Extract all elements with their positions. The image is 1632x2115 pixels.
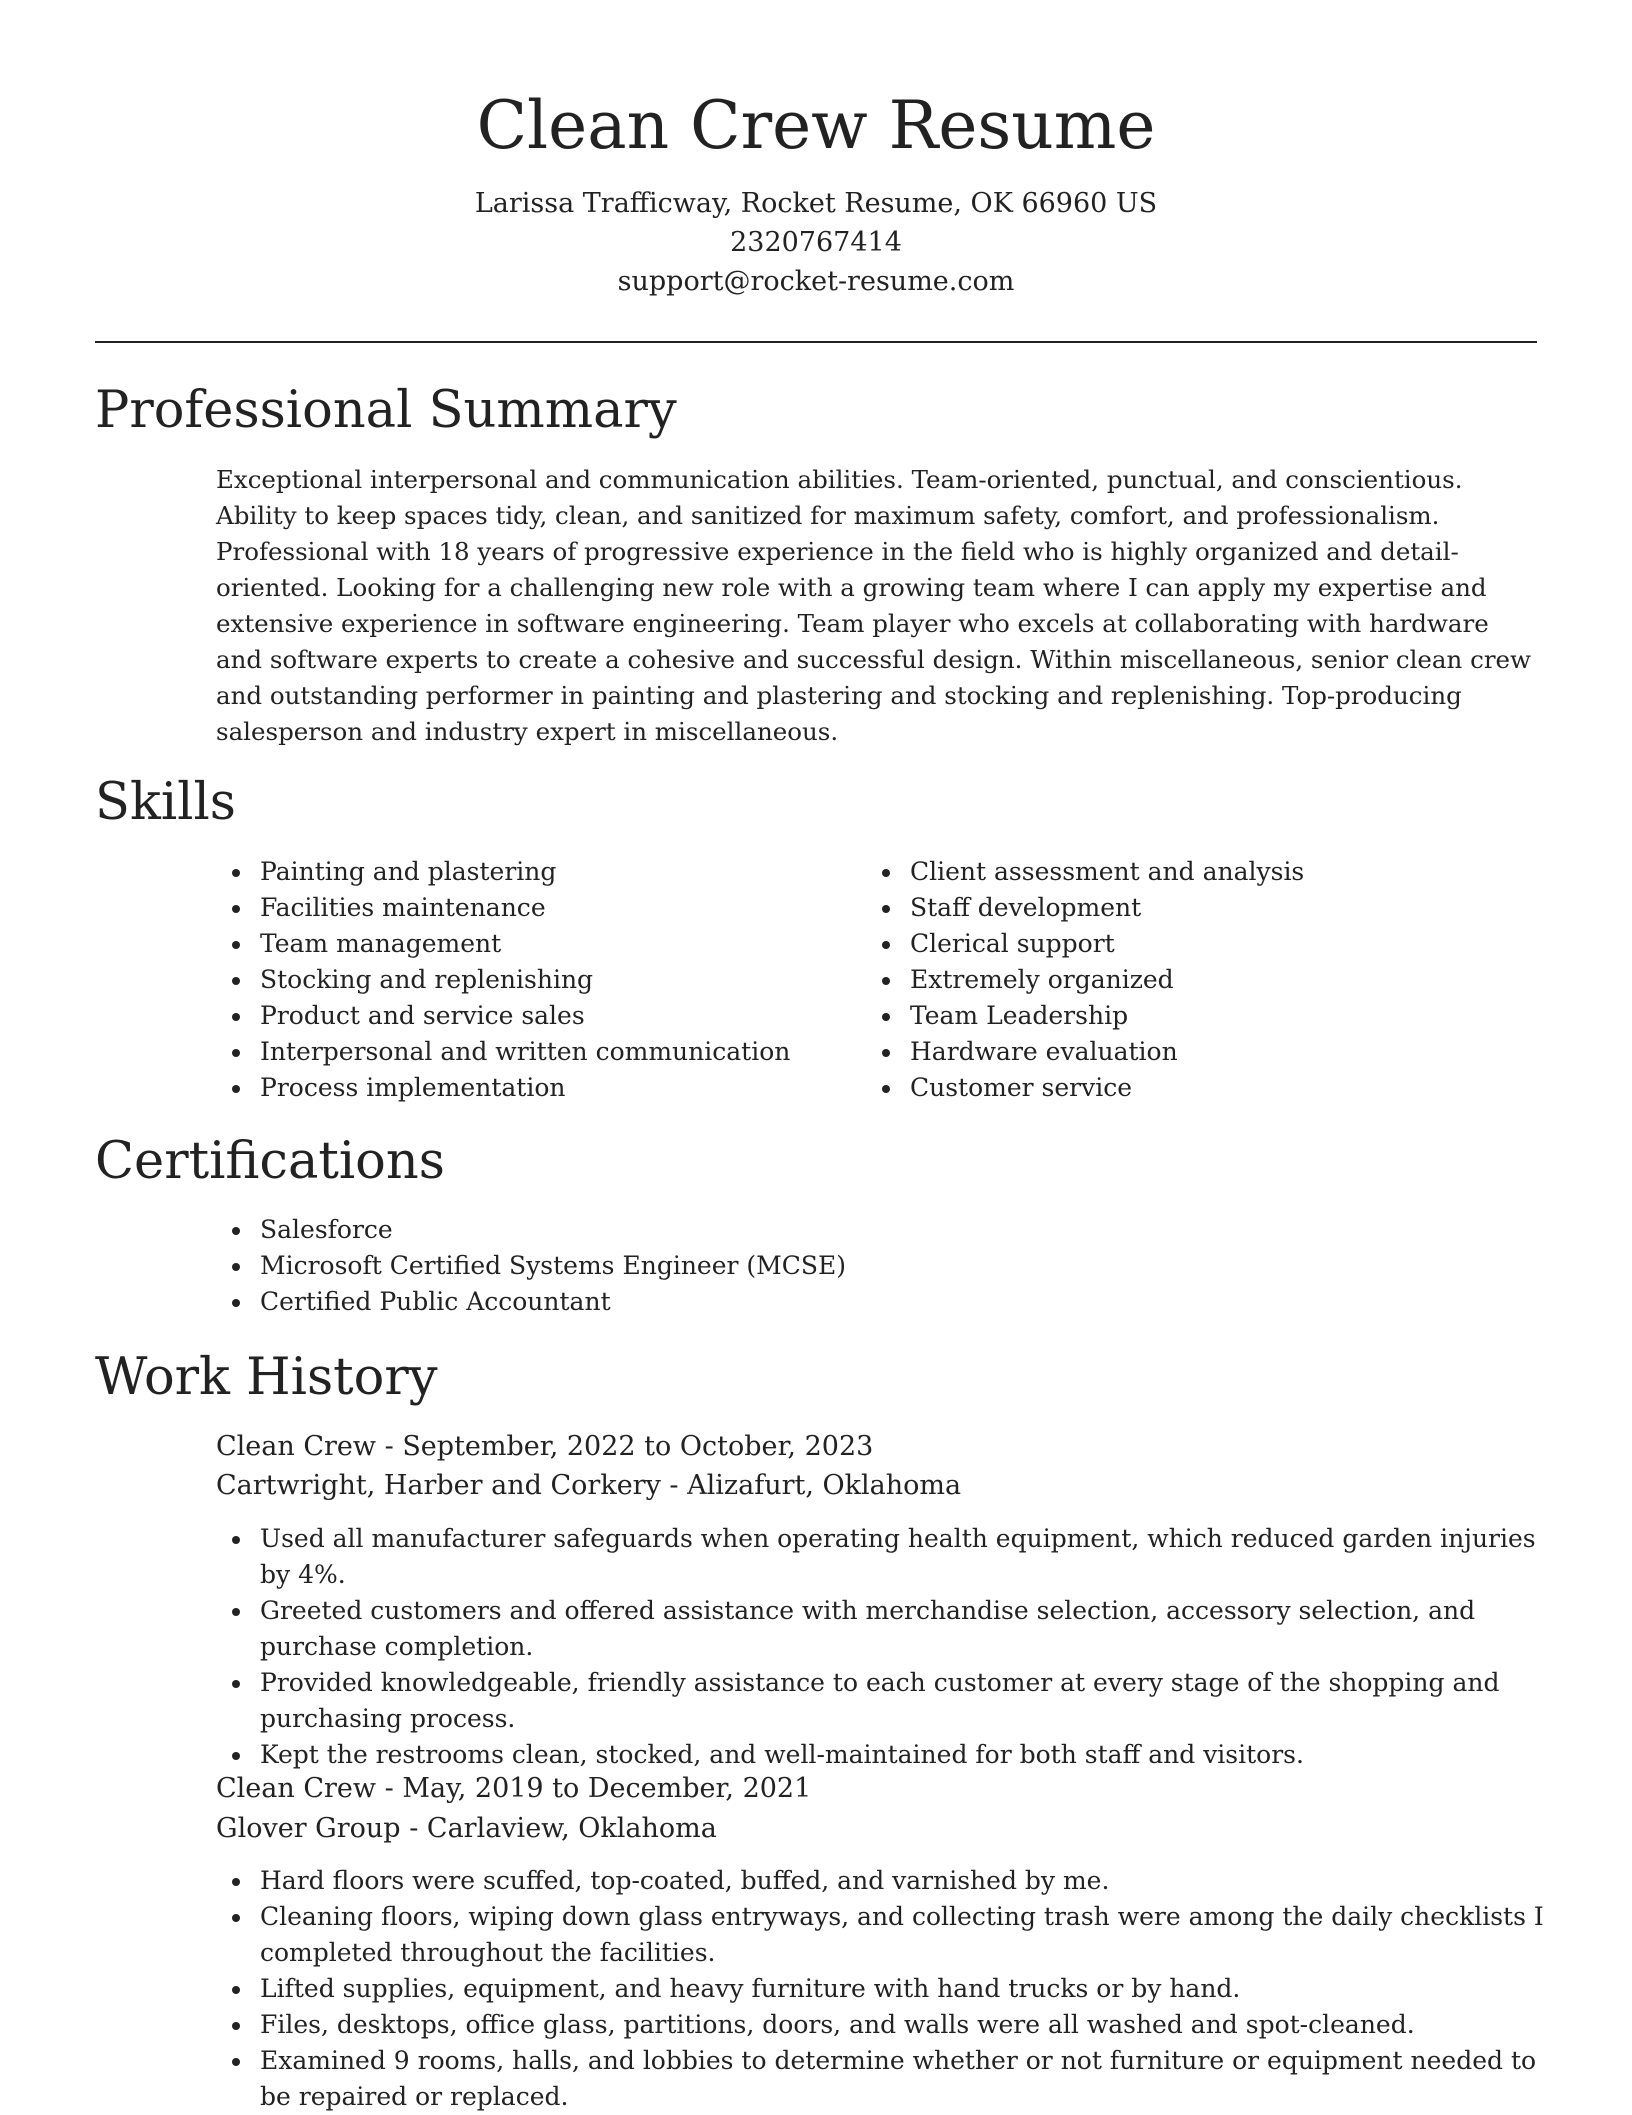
contact-info [0, 184, 1632, 301]
skill-item: Process implementation [216, 1070, 836, 1106]
skill-item: Extremely organized [866, 962, 1526, 998]
job-duty: Provided knowledgeable, friendly assistance to each customer at every stage of the shopping and purchasing process. [216, 1665, 1556, 1737]
job-separator: - [384, 1431, 403, 1462]
skill-item: Clerical support [866, 926, 1526, 962]
summary-text: Exceptional interpersonal and communication abilities. Team-oriented, punctual, and conscientious. Ability to keep spaces tidy, clean, and sanitized for maximum safety, comfort, and professionalism. Professional with 18 years of progressive experience in the field who is highly organized and detail-oriented. Looking for a challenging new role with a growing team where I can apply my expertise and extensive experience in software engineering. Team player who excels at collaborating with hardware and software experts to create a cohesive and successful design. Within miscellaneous, senior clean crew and outstanding performer in painting and plastering and stocking and replenishing. Top-producing salesperson and industry expert in miscellaneous. [216, 465, 1531, 746]
skill-item: Painting and plastering [216, 854, 836, 890]
job-company: Cartwright, Harber and Corkery [216, 1470, 661, 1501]
contact-address: Larissa Trafficway, Rocket Resume, OK 66960 US [474, 188, 1158, 219]
job-duty: Files, desktops, office glass, partitions, doors, and walls were all washed and spot-cleaned. [216, 2007, 1556, 2043]
skill-item: Team Leadership [866, 998, 1526, 1034]
job-duties-list [216, 1521, 1556, 1773]
skill-item: Hardware evaluation [866, 1034, 1526, 1070]
job-location: Alizafurt, Oklahoma [687, 1470, 962, 1501]
job-role: Clean Crew [216, 1773, 376, 1804]
skill-item: Team management [216, 926, 836, 962]
skills-list-right [866, 854, 1526, 1106]
section-title-summary: Professional Summary [95, 381, 677, 440]
skill-item: Product and service sales [216, 998, 836, 1034]
job-dates: May, 2019 to December, 2021 [402, 1773, 812, 1804]
job-separator: - [669, 1470, 688, 1501]
job-duty: Examined 9 rooms, halls, and lobbies to determine whether or not furniture or equipment needed to be repaired or replaced. [216, 2043, 1556, 2115]
certification-item: Certified Public Accountant [216, 1284, 846, 1320]
job-duty: Lifted supplies, equipment, and heavy furniture with hand trucks or by hand. [216, 1971, 1556, 2007]
job-dates: September, 2022 to October, 2023 [402, 1431, 874, 1462]
certifications-list [216, 1212, 846, 1320]
job-role: Clean Crew [216, 1431, 376, 1462]
certification-item: Microsoft Certified Systems Engineer (MCSE) [216, 1248, 846, 1284]
certification-item: Salesforce [216, 1212, 846, 1248]
skills-list-left [216, 854, 836, 1106]
skill-item: Facilities maintenance [216, 890, 836, 926]
job-duty: Greeted customers and offered assistance with merchandise selection, accessory selection, and purchase completion. [216, 1593, 1556, 1665]
skill-item: Interpersonal and written communication [216, 1034, 836, 1070]
job-location: Carlaview, Oklahoma [426, 1813, 717, 1844]
contact-phone: 2320767414 [730, 227, 902, 258]
job-duty: Used all manufacturer safeguards when operating health equipment, which reduced garden injuries by 4%. [216, 1521, 1556, 1593]
section-title-work-history: Work History [95, 1348, 438, 1407]
job-employer [216, 1466, 961, 1505]
job-separator: - [409, 1813, 427, 1844]
resume-header [0, 78, 1632, 301]
header-divider [95, 341, 1537, 343]
skill-item: Client assessment and analysis [866, 854, 1526, 890]
section-title-certifications: Certifications [95, 1132, 445, 1191]
job-duty: Hard floors were scuffed, top-coated, buffed, and varnished by me. [216, 1863, 1556, 1899]
job-separator: - [384, 1773, 403, 1804]
skill-item: Customer service [866, 1070, 1526, 1106]
skill-item: Staff development [866, 890, 1526, 926]
skill-item: Stocking and replenishing [216, 962, 836, 998]
contact-email: support@rocket-resume.com [617, 266, 1015, 297]
job-company: Glover Group [216, 1813, 401, 1844]
job-employer [216, 1809, 717, 1848]
job-heading [216, 1427, 873, 1466]
job-duty: Cleaning floors, wiping down glass entryways, and collecting trash were among the daily checklists I completed throughout the facilities. [216, 1899, 1556, 1971]
section-title-skills: Skills [95, 773, 236, 832]
job-duties-list [216, 1863, 1556, 2115]
job-duty: Kept the restrooms clean, stocked, and well-maintained for both staff and visitors. [216, 1737, 1556, 1773]
job-heading [216, 1769, 811, 1808]
resume-title: Clean Crew Resume [476, 87, 1156, 164]
